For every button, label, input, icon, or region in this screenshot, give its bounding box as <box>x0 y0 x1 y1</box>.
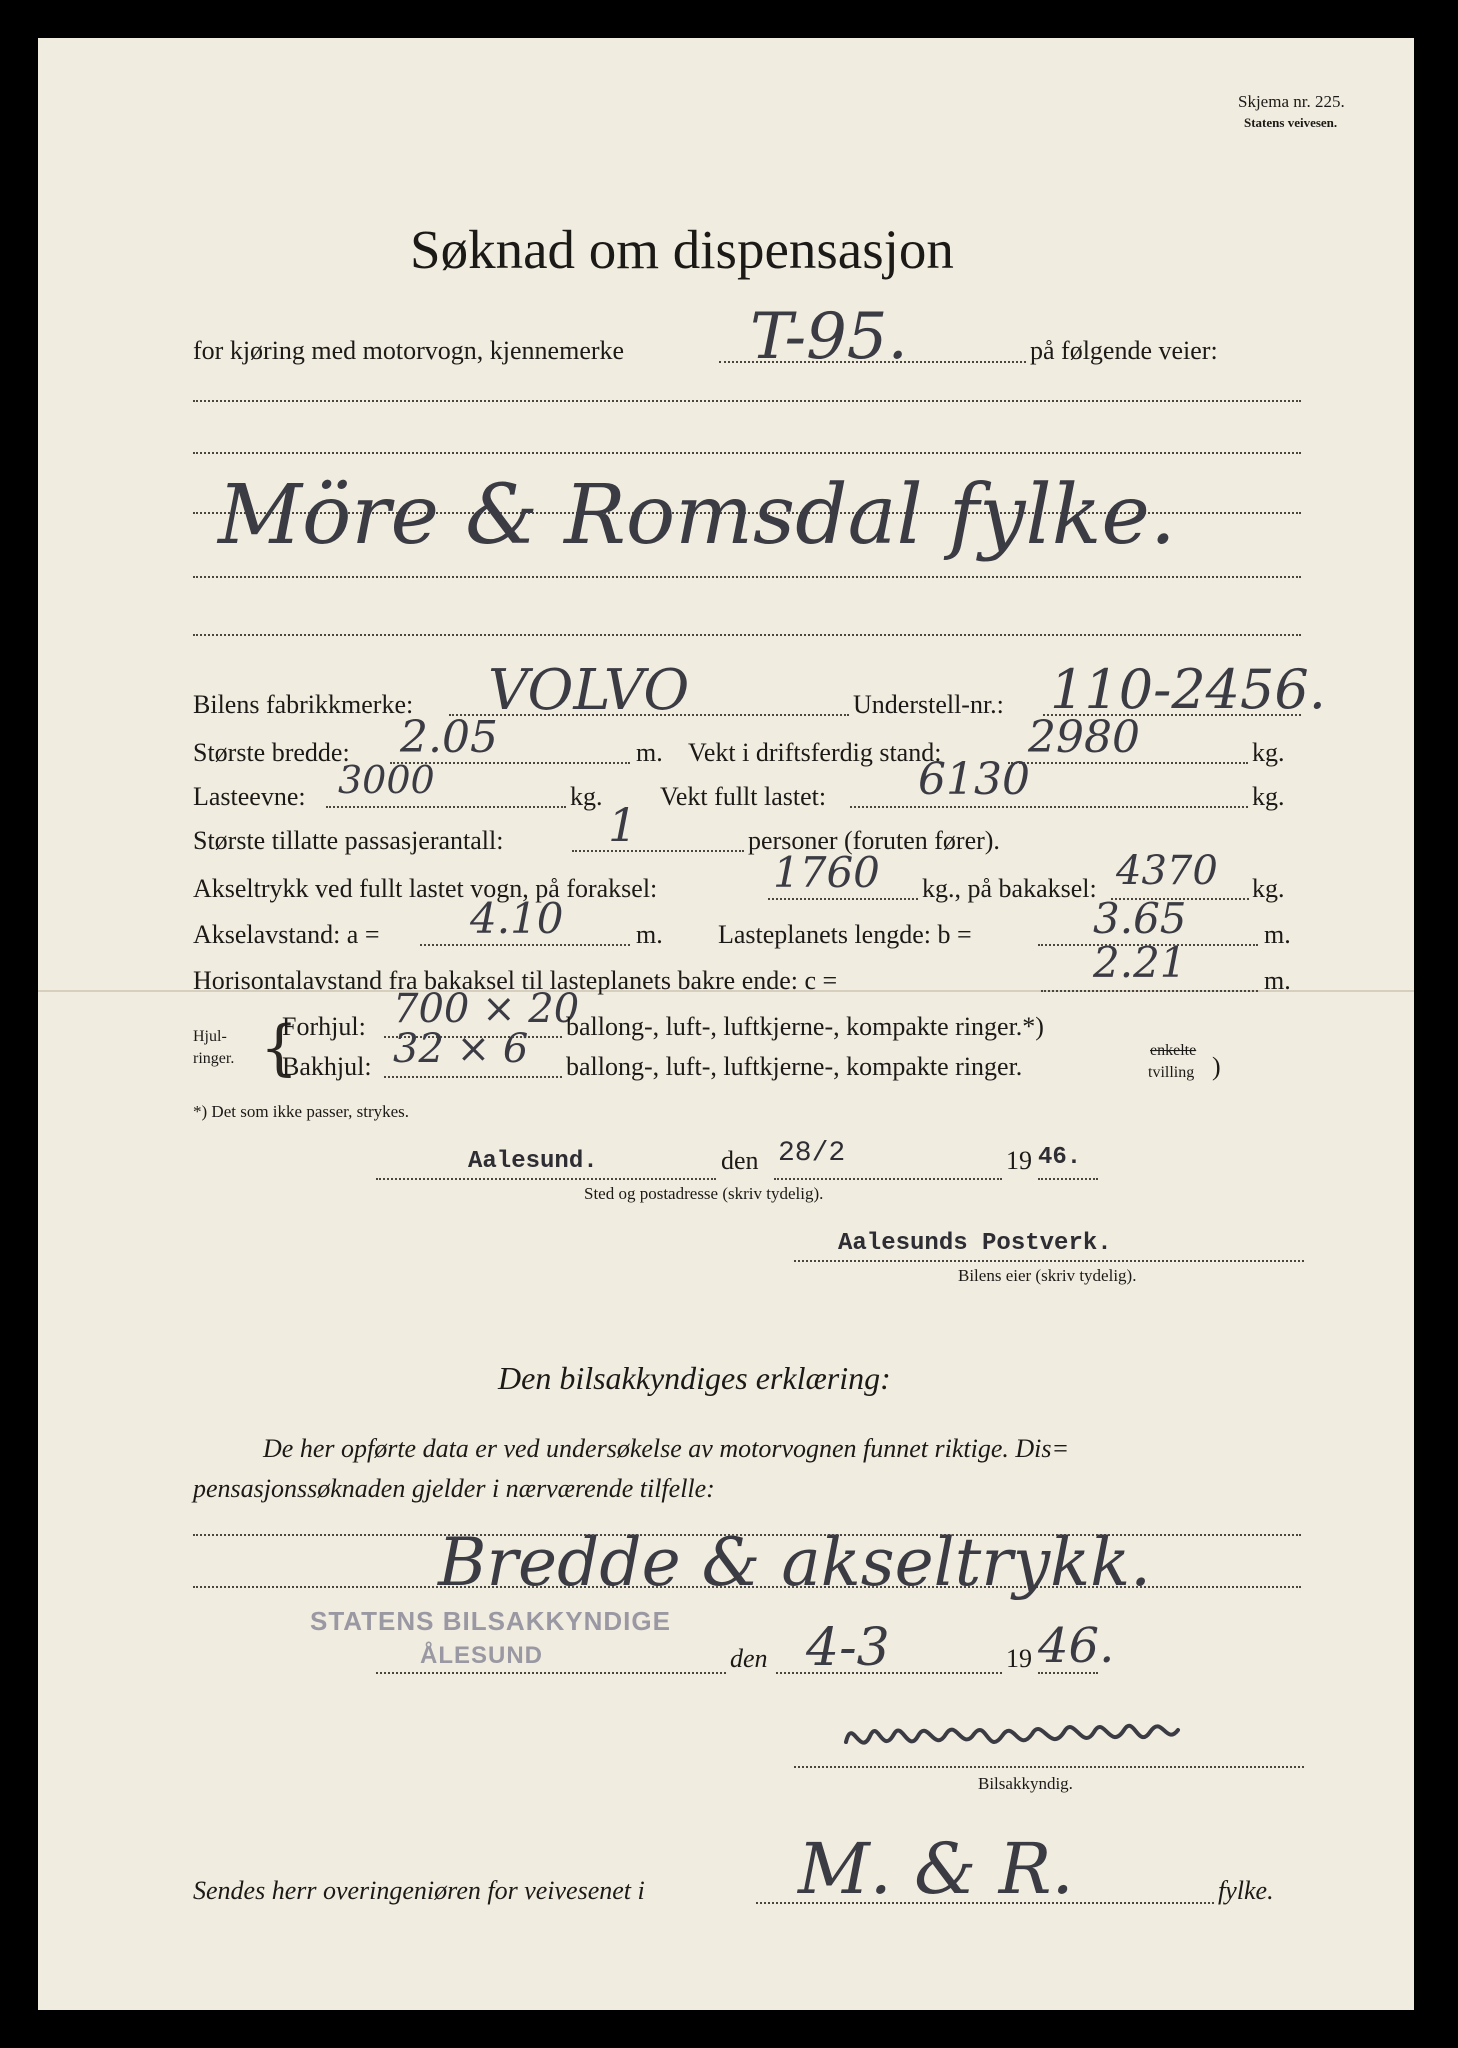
weight-value[interactable]: 2980 <box>1028 712 1140 763</box>
tyre-close-paren: ) <box>1212 1052 1221 1081</box>
tyres-group-label: Hjul- ringer. <box>193 1028 235 1067</box>
declaration-reason[interactable]: Bredde & akseltrykk. <box>438 1524 1152 1601</box>
overhang-value[interactable]: 2.21 <box>1093 938 1187 987</box>
capacity-label: Lasteevne: <box>193 782 306 811</box>
owner-name[interactable]: Aalesunds Postverk. <box>838 1230 1112 1257</box>
axle-load-label: Akseltrykk ved fullt lastet vogn, på foraksel: <box>193 874 658 903</box>
place-caption: Sted og postadresse (skriv tydelig). <box>584 1184 824 1203</box>
bed-length-label: Lasteplanets lengde: b = <box>718 920 972 949</box>
full-weight-unit: kg. <box>1252 782 1285 811</box>
declaration-line-1: De her opførte data er ved undersøkelse av motorvognen funnet riktige. Dis= <box>263 1434 1070 1463</box>
roads-line-1 <box>193 400 1301 402</box>
front-tyre-size[interactable]: 700 × 20 <box>393 986 580 1032</box>
roads-line-2 <box>193 452 1301 454</box>
full-weight-value[interactable]: 6130 <box>918 754 1030 805</box>
declaration-heading: Den bilsakkyndiges erklæring: <box>498 1360 891 1396</box>
declaration-den: den <box>730 1644 768 1673</box>
front-axle-field-line <box>768 898 918 900</box>
rear-tyre-field-line <box>384 1076 562 1078</box>
application-year-suffix[interactable]: 46. <box>1038 1144 1082 1171</box>
wheelbase-value[interactable]: 4.10 <box>470 894 564 943</box>
footnote: *) Det som ikke passer, strykes. <box>193 1102 410 1121</box>
chassis-label: Understell-nr.: <box>853 690 1004 719</box>
make-value[interactable]: VOLVO <box>488 658 690 723</box>
rear-axle-unit: kg. <box>1252 874 1285 903</box>
make-label: Bilens fabrikkmerke: <box>193 690 414 719</box>
capacity-field-line <box>326 806 566 808</box>
weight-unit: kg. <box>1252 738 1285 767</box>
capacity-value[interactable]: 3000 <box>338 758 435 802</box>
overhang-unit: m. <box>1264 966 1291 995</box>
inspector-stamp-line-1: STATENS BILSAKKYNDIGE <box>310 1606 671 1636</box>
sendes-label: Sendes herr overingeniøren for veivesenet i <box>193 1876 645 1905</box>
sendes-value[interactable]: M. & R. <box>798 1828 1074 1910</box>
application-year-prefix: 19 <box>1006 1146 1032 1175</box>
wheelbase-unit: m. <box>636 920 663 949</box>
weight-label: Vekt i driftsferdig stand: <box>688 738 942 767</box>
application-date-line <box>774 1178 1002 1180</box>
inspector-place-line <box>376 1672 726 1674</box>
declaration-year-prefix: 19 <box>1006 1644 1032 1673</box>
roads-line-4 <box>193 576 1301 578</box>
rear-axle-value[interactable]: 4370 <box>1116 848 1218 894</box>
application-year-line <box>1038 1178 1098 1180</box>
wheelbase-field-line <box>420 944 630 946</box>
inspector-signature <box>838 1696 1258 1776</box>
rear-tyre-label: Bakhjul: <box>282 1052 372 1081</box>
form-sheet <box>38 38 1414 2010</box>
rear-tyre-size[interactable]: 32 × 6 <box>393 1026 529 1072</box>
tyres-brace: { <box>260 1013 299 1083</box>
inspector-stamp-line-2: ÅLESUND <box>420 1642 544 1669</box>
declaration-line-2: pensasjonssøknaden gjelder i nærværende tilfelle: <box>193 1474 715 1503</box>
registration-label: for kjøring med motorvogn, kjennemerke <box>193 336 625 365</box>
bed-length-value[interactable]: 3.65 <box>1093 894 1187 943</box>
wheelbase-label: Akselavstand: a = <box>193 920 380 949</box>
passengers-field-line <box>572 850 744 852</box>
width-value[interactable]: 2.05 <box>400 712 498 763</box>
rear-axle-label: kg., på bakaksel: <box>922 874 1097 903</box>
declaration-year-suffix[interactable]: 46. <box>1038 1618 1115 1674</box>
declaration-date[interactable]: 4-3 <box>806 1618 890 1678</box>
form-title: Søknad om dispensasjon <box>410 219 954 280</box>
roads-label: på følgende veier: <box>1030 336 1218 365</box>
owner-field-line <box>794 1260 1304 1262</box>
enkelte-option: enkelte <box>1150 1042 1197 1059</box>
front-tyre-label: Forhjul: <box>282 1012 366 1041</box>
sendes-suffix: fylke. <box>1218 1876 1274 1905</box>
overhang-field-line <box>1041 990 1258 992</box>
rear-tyre-types: ballong-, luft-, luftkjerne-, kompakte ringer. <box>566 1052 1023 1081</box>
tvilling-option: tvilling <box>1148 1064 1195 1081</box>
passengers-label: Største tillatte passasjerantall: <box>193 826 504 855</box>
application-date[interactable]: 28/2 <box>778 1138 846 1169</box>
bed-length-unit: m. <box>1264 920 1291 949</box>
full-weight-field-line <box>850 806 1248 808</box>
front-tyre-types: ballong-, luft-, luftkjerne-, kompakte ringer.*) <box>566 1012 1044 1041</box>
full-weight-label: Vekt fullt lastet: <box>660 782 827 811</box>
form-number: Skjema nr. 225. <box>1238 92 1345 111</box>
passengers-value[interactable]: 1 <box>608 798 638 852</box>
width-label: Største bredde: <box>193 738 350 767</box>
registration-value[interactable]: T-95. <box>750 300 908 374</box>
place-field-line <box>376 1178 716 1180</box>
signature-caption: Bilsakkyndig. <box>978 1774 1073 1793</box>
signature-line <box>794 1766 1304 1768</box>
capacity-unit: kg. <box>570 782 603 811</box>
owner-caption: Bilens eier (skriv tydelig). <box>958 1266 1137 1285</box>
chassis-value[interactable]: 110-2456. <box>1050 658 1326 721</box>
overhang-label: Horisontalavstand fra bakaksel til lasteplanets bakre ende: c = <box>193 966 838 995</box>
width-unit: m. <box>636 738 663 767</box>
roads-value[interactable]: Möre & Romsdal fylke. <box>218 468 1176 563</box>
application-den: den <box>721 1146 759 1175</box>
front-axle-value[interactable]: 1760 <box>773 848 880 897</box>
passengers-suffix: personer (foruten fører). <box>748 826 1000 855</box>
issuer-name: Statens veivesen. <box>1244 115 1338 130</box>
application-place[interactable]: Aalesund. <box>468 1148 598 1175</box>
roads-line-5 <box>193 634 1301 636</box>
